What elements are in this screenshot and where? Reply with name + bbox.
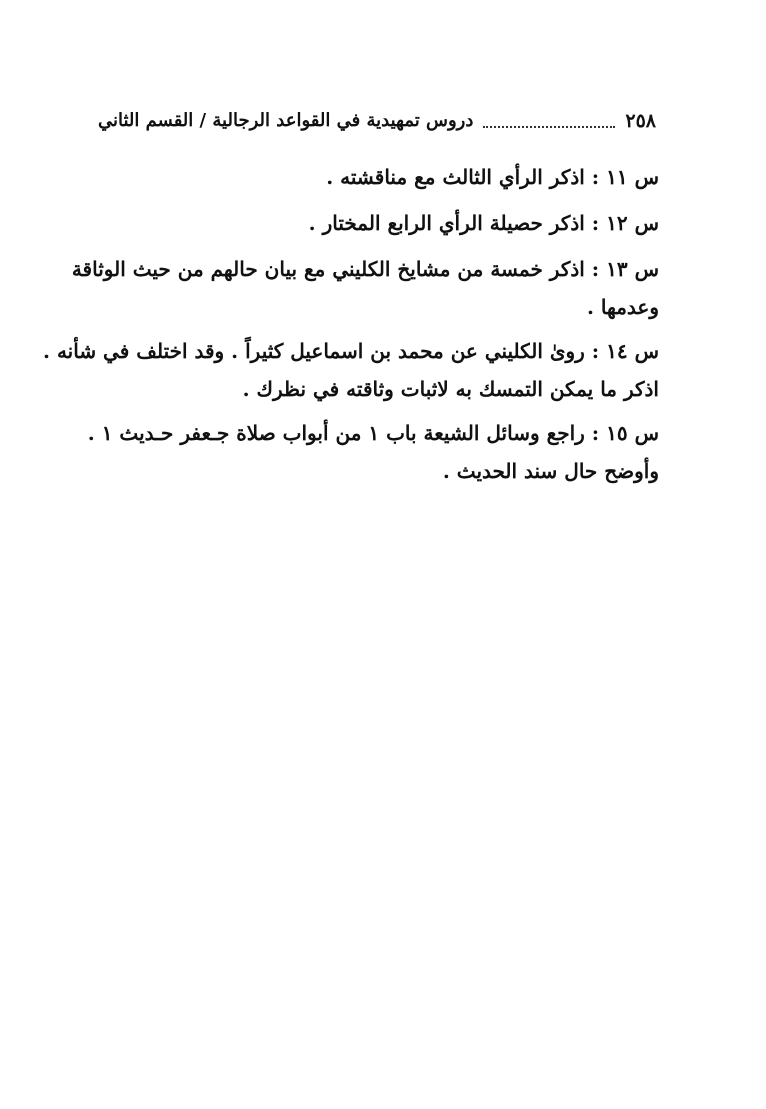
question-15: [87, 414, 659, 490]
page-number: ٢٥٨: [625, 109, 656, 132]
question-14: [43, 332, 659, 408]
question-line: اذكر ما يمكن التمسك به لاثبات وثاقته في نظرك .: [242, 377, 659, 401]
question-line: وأوضح حال سند الحديث .: [442, 459, 659, 483]
page-header: [97, 106, 656, 136]
questions-section: [43, 158, 659, 502]
question-12: [112, 204, 659, 242]
dotted-leader: [483, 126, 615, 128]
running-title: دروس تمهيدية في القواعد الرجالية / القسم الثاني: [97, 110, 474, 131]
question-line: س ١٣ : اذكر خمسة من مشايخ الكليني مع بيان حالهم من حيث الوثاقة: [71, 257, 659, 281]
question-line: س ١٤ : رویٰ الكليني عن محمد بن اسماعيل كثيراً . وقد اختلف في شأنه .: [43, 339, 659, 363]
question-line: س ١٢ : اذكر حصيلة الرأي الرابع المختار .: [308, 211, 659, 235]
question-11: [112, 158, 659, 196]
question-13: [71, 250, 659, 326]
question-line: س ١١ : اذكر الرأي الثالث مع مناقشته .: [326, 165, 659, 189]
question-line: س ١٥ : راجع وسائل الشيعة باب ١ من أبواب صلاة جـعفر حـديث ١ .: [87, 421, 659, 445]
question-line: وعدمها .: [586, 295, 659, 319]
